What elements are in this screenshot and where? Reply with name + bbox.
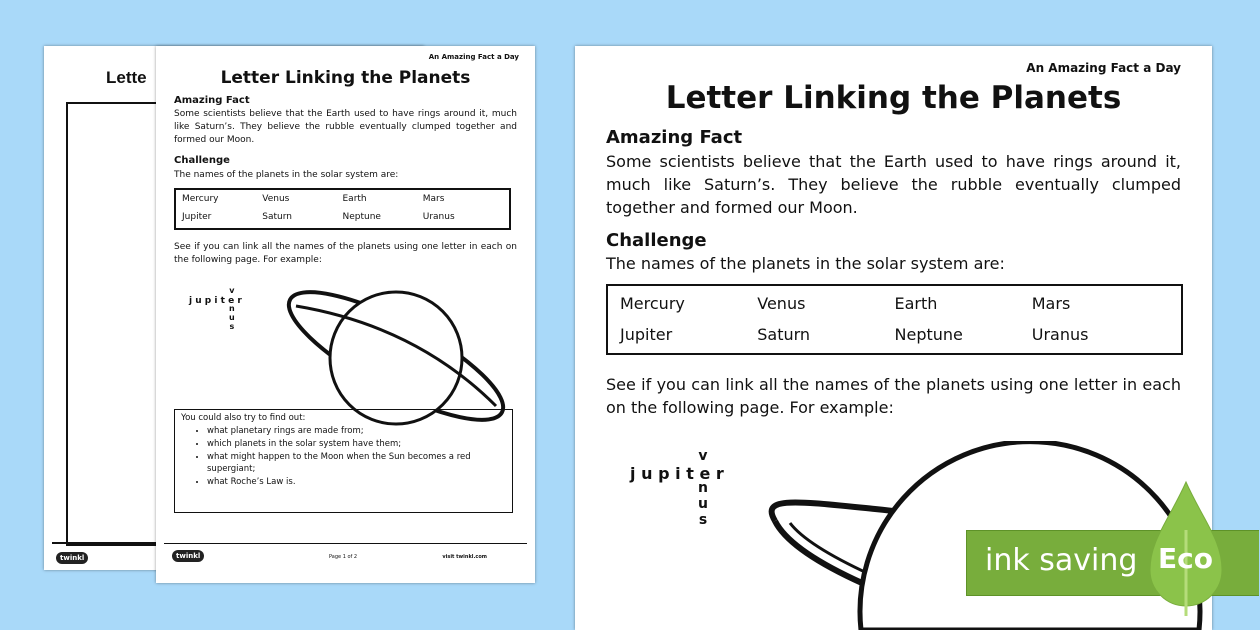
example-vertical [229,286,235,331]
planet-name: Saturn [757,324,811,344]
planet-name: Jupiter [182,212,212,222]
find-out-heading: You could also try to find out: [181,413,306,423]
header-label: An Amazing Fact a Day [1026,61,1181,75]
vertical-letter: n [698,480,708,496]
example-vertical [698,448,708,528]
footer-url: visit twinkl.com [442,554,487,560]
planet-name: Earth [894,294,938,313]
planet-name: Mars [1031,294,1071,313]
planet-name: Saturn [262,212,292,222]
back-page-title: Lette [106,68,147,87]
planet-name: Mercury [620,294,685,313]
find-out-box [174,409,513,513]
fact-heading: Amazing Fact [606,127,743,148]
planet-name: Mercury [182,194,219,204]
ink-saving-label: ink saving [985,543,1138,578]
fact-text: Some scientists believe that the Earth used to have rings around it, much like Saturn’s. They believe the rubble eventually clumped together and formed our Moon. [606,152,1181,218]
planet-name: Earth [342,194,367,204]
planet-name: Neptune [342,212,381,222]
fact-text: Some scientists believe that the Earth used to have rings around it, much like Saturn’s. They believe the rubble eventually clumped together and formed our Moon. [174,109,517,146]
instruction-text: See if you can link all the names of the planets using one letter in each on the following page. For example: [174,242,517,266]
planet-name: Venus [262,194,290,204]
fact-heading: Amazing Fact [174,95,250,106]
find-out-item: • what Roche’s Law is. [207,476,506,489]
vertical-letter: v [698,448,708,464]
planet-name: Uranus [1031,324,1089,344]
page-1-thumbnail [156,46,535,583]
challenge-heading: Challenge [174,155,230,166]
vertical-letter: s [698,512,708,528]
vertical-letter: s [229,322,235,331]
page-title: Letter Linking the Planets [665,80,1122,116]
find-out-item: • what might happen to the Moon when the Sun becomes a red supergiant; [207,451,506,477]
planets-table [174,188,511,230]
instruction-text: See if you can link all the names of the planets using one letter in each on the following page. For example: [606,375,1181,418]
planet-name: Uranus [422,212,455,222]
example-word: jupiter [630,464,730,483]
example-word: jupiter [189,296,245,306]
twinkl-logo: twinkl [172,550,204,562]
vertical-letter: v [229,286,235,295]
footer [164,543,527,560]
vertical-letter: n [229,304,235,313]
page-title: Letter Linking the Planets [220,68,471,88]
challenge-text: The names of the planets in the solar system are: [174,170,399,180]
twinkl-logo: twinkl [56,552,88,564]
page-number: Page 1 of 2 [329,554,358,560]
header-label: An Amazing Fact a Day [428,53,519,61]
vertical-letter: u [229,313,235,322]
challenge-text: The names of the planets in the solar system are: [606,254,1005,273]
vertical-letter: u [698,496,708,512]
planets-table [606,284,1183,355]
challenge-heading: Challenge [606,230,707,251]
planet-name: Venus [757,294,806,313]
planet-name: Neptune [894,324,963,344]
eco-label: Eco [1158,542,1213,575]
find-out-item: • what planetary rings are made from; [207,425,506,438]
planet-name: Jupiter [620,324,673,344]
planet-name: Mars [422,194,445,204]
find-out-item: • which planets in the solar system have them; [207,438,506,451]
